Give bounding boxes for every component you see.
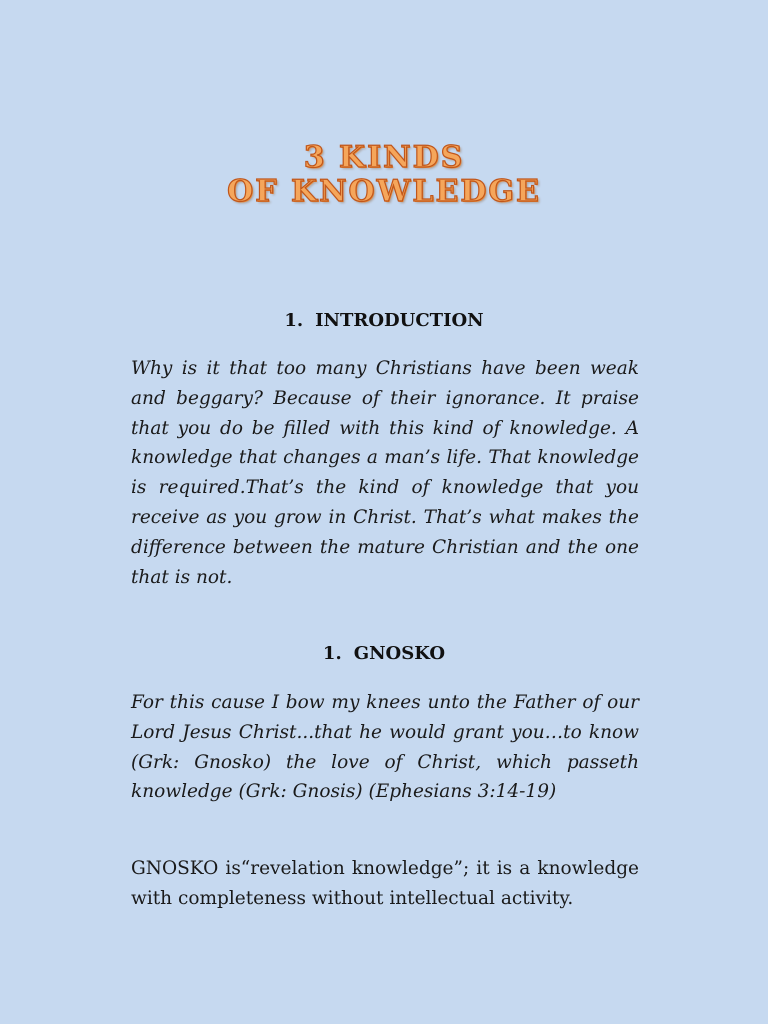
section-number: 1. (322, 643, 342, 664)
gnosko-definition-paragraph: GNOSKO is“revelation knowledge”; it is a knowledge with completeness without intellectual activity. (131, 858, 639, 909)
section-heading-introduction (0, 309, 768, 333)
document-title-line-1: 3 KINDS (303, 140, 465, 175)
document-title-line-2: OF KNOWLEDGE (227, 174, 541, 209)
scripture-quote-paragraph: For this cause I bow my knees unto the Father of our Lord Jesus Christ...that he would grant you…to know (Grk: Gnosko) the love of Christ, which passeth knowledge (Grk: Gnosis) (Ephesians 3:14-19) (131, 692, 639, 803)
section-heading-gnosko (0, 642, 768, 666)
section-number: 1. (284, 310, 304, 331)
introduction-paragraph: Why is it that too many Christians have been weak and beggary? Because of their ignorance. It praise that you do be filled with this kind of knowledge. A knowledge that changes a man’s life. That knowledge is required.That’s the kind of knowledge that you receive as you grow in Christ. That’s what makes the difference between the mature Christian and the one that is not. (131, 358, 639, 588)
section-heading-text: INTRODUCTION (315, 310, 484, 331)
section-heading-text: GNOSKO (353, 643, 446, 664)
